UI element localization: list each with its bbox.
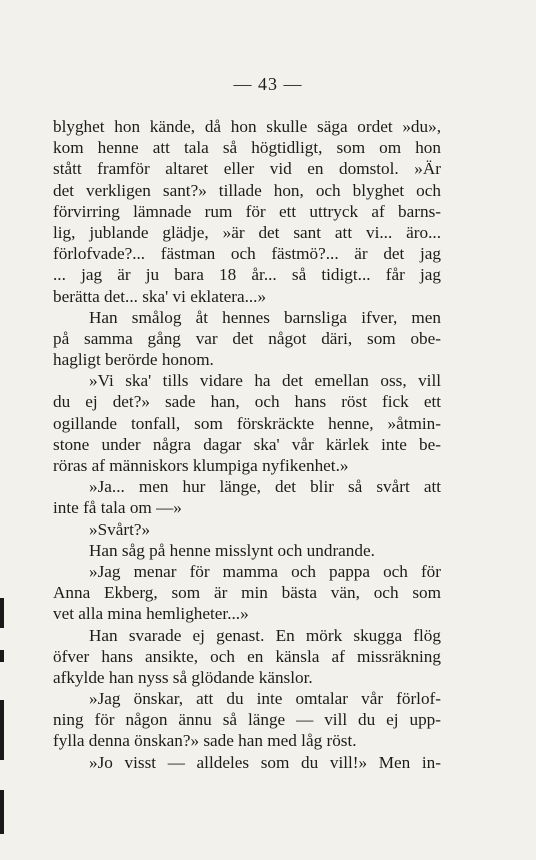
body-text [53, 116, 441, 773]
text-line: det verkligen sant?» tillade hon, och blyghet och [53, 180, 441, 200]
text-line: Han såg på henne misslynt och undrande. [89, 540, 375, 560]
text-line: vet alla mina hemligheter...» [53, 604, 249, 624]
binding-shadow-mark [0, 598, 4, 628]
text-line: blyghet hon kände, då hon skulle säga ordet »du», [53, 117, 441, 136]
text-line: »Jo visst — alldeles som du vill!» Men in- [89, 752, 441, 772]
text-line: öfver hans ansikte, och en känsla af missräkning [53, 646, 441, 666]
text-line: förlofvade?... fästman och fästmö?... är det jag [53, 244, 441, 264]
text-line: på samma gång var det något däri, som obe- [53, 328, 441, 348]
binding-edge [0, 0, 10, 860]
text-line: förvirring lämnade rum för ett uttryck af barns- [53, 201, 441, 221]
text-line: berätta det... ska' vi eklatera...» [53, 286, 267, 306]
text-line: inte få tala om —» [53, 498, 182, 518]
binding-shadow-mark [0, 650, 4, 662]
text-line: du ej det?» sade han, och hans röst fick ett [53, 392, 441, 412]
text-line: »Svårt?» [89, 519, 151, 539]
text-line: stått framför altaret eller vid en domstol. »Är [53, 159, 441, 179]
text-line: lig, jublande glädje, »är det sant att vi... äro... [53, 222, 441, 242]
text-line: fylla denna önskan?» sade han med låg röst. [53, 731, 357, 751]
binding-shadow-mark [0, 790, 4, 834]
text-line: »Ja... men hur länge, det blir så svårt att [89, 477, 441, 497]
text-line: Han smålog åt hennes barnsliga ifver, men [89, 307, 441, 327]
text-line: »Vi ska' tills vidare ha det emellan oss, vill [89, 371, 441, 391]
text-line: ogillande tonfall, som förskräckte henne, »åtmin- [53, 413, 441, 433]
text-line: Anna Ekberg, som är min bästa vän, och som [53, 583, 441, 603]
text-line: hagligt berörde honom. [53, 350, 214, 370]
text-line: ... jag är ju bara 18 år... så tidigt... får jag [53, 265, 441, 285]
text-line: »Jag önskar, att du inte omtalar vår förlof- [89, 689, 441, 709]
text-line: »Jag menar för mamma och pappa och för [89, 561, 441, 581]
text-line: ning för någon ännu så länge — vill du ej upp- [53, 710, 441, 730]
page-number: — 43 — [233, 74, 303, 94]
text-line: afkylde han nyss så glödande känslor. [53, 667, 313, 687]
text-line: kom henne att tala så högtidligt, som om hon [53, 138, 441, 158]
text-line: Han svarade ej genast. En mörk skugga flög [89, 625, 441, 645]
binding-shadow-mark [0, 700, 4, 760]
text-line: stone under några dagar ska' vår kärlek inte be- [53, 434, 441, 454]
text-line: röras af människors klumpiga nyfikenhet.» [53, 456, 349, 475]
